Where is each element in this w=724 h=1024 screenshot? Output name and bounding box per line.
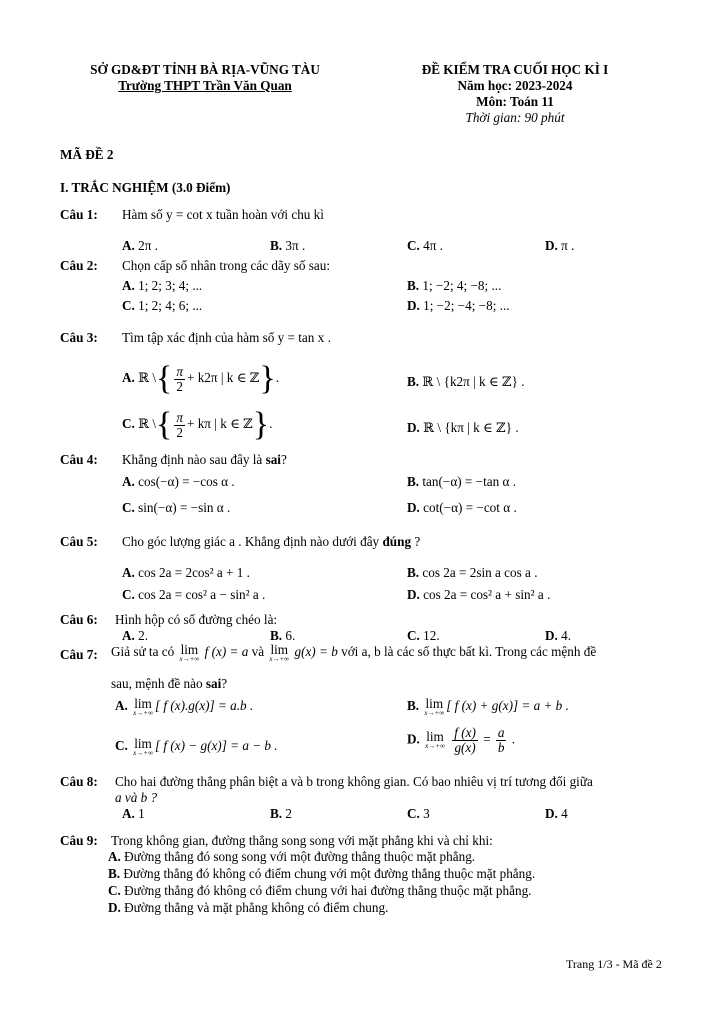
question-7-label: Câu 7: [60,647,98,662]
q2-option-c: C. 1; 2; 4; 6; ... [122,298,203,313]
q6-option-a: A. 2. [122,628,149,643]
q4-option-a: A. cos(−α) = −cos α . [122,474,235,489]
question-1-label: Câu 1: [60,207,98,222]
q9-option-d: D. Đường thẳng và mặt phẳng không có điểm chung. [108,900,389,915]
question-8-label: Câu 8: [60,774,98,789]
q1-option-c: C. 4π . [407,238,443,253]
question-2-text: Chọn cấp số nhân trong các dãy số sau: [122,258,331,273]
question-9-label: Câu 9: [60,833,98,848]
q9-option-b: B. Đường thẳng đó không có điểm chung với một đường thẳng thuộc mặt phẳng. [108,866,536,881]
q6-option-b: B. 6. [270,628,296,643]
question-6-label: Câu 6: [60,612,98,627]
question-8-text: Cho hai đường thẳng phân biệt a và b trong không gian. Có bao nhiêu vị trí tương đối giữa [115,774,593,789]
school-year: Năm học: 2023-2024 [457,78,573,93]
q2-option-d: D. 1; −2; −4; −8; ... [407,298,510,313]
section-title: I. TRẮC NGHIỆM (3.0 Điểm) [60,180,231,195]
q8-option-d: D. 4 [545,806,568,821]
question-9-text: Trong không gian, đường thẳng song song với mặt phẳng khi và chỉ khi: [111,833,493,848]
q8-option-c: C. 3 [407,806,430,821]
q3-option-a: A. ℝ \{ $\frac{\pi}{2}$ + k2π | k ∈ ℤ}. [122,360,279,397]
question-8-text-line2: a và b ? [115,790,158,805]
page-footer: Trang 1/3 - Mã đề 2 [566,957,662,971]
school-name: Trường THPT Trần Văn Quan [118,78,292,93]
exam-code: MÃ ĐỀ 2 [60,147,114,162]
question-5-text: Cho góc lượng giác a . Khẳng định nào dưới đây đúng ? [122,534,421,549]
q1-option-a: A. 2π . [122,238,158,253]
q3-option-c: C. ℝ \{ $\frac{\pi}{2}$ + kπ | k ∈ ℤ}. [122,406,273,443]
q2-option-a: A. 1; 2; 3; 4; ... [122,278,203,293]
q3-option-b: B. ℝ \ {k2π | k ∈ ℤ} . [407,374,525,389]
school-department: SỞ GD&ĐT TỈNH BÀ RỊA-VŨNG TÀU [90,62,320,77]
question-7-text: Giả sử ta có lim x→+∞ f (x) = a và lim x→+∞ g(x) = b với a, b là các số thực bất kì. Trong các mệnh đề [111,642,597,664]
q9-option-a: A. Đường thẳng đó song song với một đường thẳng thuộc mặt phẳng. [108,849,476,864]
q7-option-b: B. lim x→+∞ [ f (x) + g(x)] = a + b . [407,696,569,718]
q5-option-a: A. cos 2a = 2cos² a + 1 . [122,565,250,580]
q9-option-c: C. Đường thẳng đó không có điểm chung với hai đường thẳng thuộc mặt phẳng. [108,883,532,898]
q7-option-c: C. lim x→+∞ [ f (x) − g(x)] = a − b . [115,736,278,758]
question-6-text: Hình hộp có số đường chéo là: [115,612,278,627]
subject: Môn: Toán 11 [476,94,554,109]
question-5-label: Câu 5: [60,534,98,549]
q5-option-d: D. cos 2a = cos² a + sin² a . [407,587,551,602]
q4-option-b: B. tan(−α) = −tan α . [407,474,517,489]
q1-option-b: B. 3π . [270,238,306,253]
question-7-text-line2: sau, mệnh đề nào sai? [111,676,228,691]
q1-option-d: D. π . [545,238,575,253]
question-3-text: Tìm tập xác định của hàm số y = tan x . [122,330,331,345]
q4-option-c: C. sin(−α) = −sin α . [122,500,231,515]
q8-option-b: B. 2 [270,806,292,821]
question-4-text: Khẳng định nào sau đây là sai? [122,452,287,467]
q4-option-d: D. cot(−α) = −cot α . [407,500,517,515]
duration: Thời gian: 90 phút [465,110,565,125]
question-3-label: Câu 3: [60,330,98,345]
q5-option-b: B. cos 2a = 2sin a cos a . [407,565,538,580]
q7-option-a: A. lim x→+∞ [ f (x).g(x)] = a.b . [115,696,254,718]
q6-option-d: D. 4. [545,628,572,643]
q6-option-c: C. 12. [407,628,440,643]
q7-option-d: D. lim x→+∞ $\frac{f (x)}{g(x)}$ = $\frac{a}{b}$ . [407,725,516,755]
q5-option-c: C. cos 2a = cos² a − sin² a . [122,587,266,602]
q3-option-d: D. ℝ \ {kπ | k ∈ ℤ} . [407,420,519,435]
exam-title: ĐỀ KIỂM TRA CUỐI HỌC KÌ I [421,62,609,77]
question-4-label: Câu 4: [60,452,98,467]
question-2-label: Câu 2: [60,258,98,273]
question-1-text: Hàm số y = cot x tuần hoàn với chu kì [122,207,324,222]
q8-option-a: A. 1 [122,806,145,821]
q2-option-b: B. 1; −2; 4; −8; ... [407,278,502,293]
